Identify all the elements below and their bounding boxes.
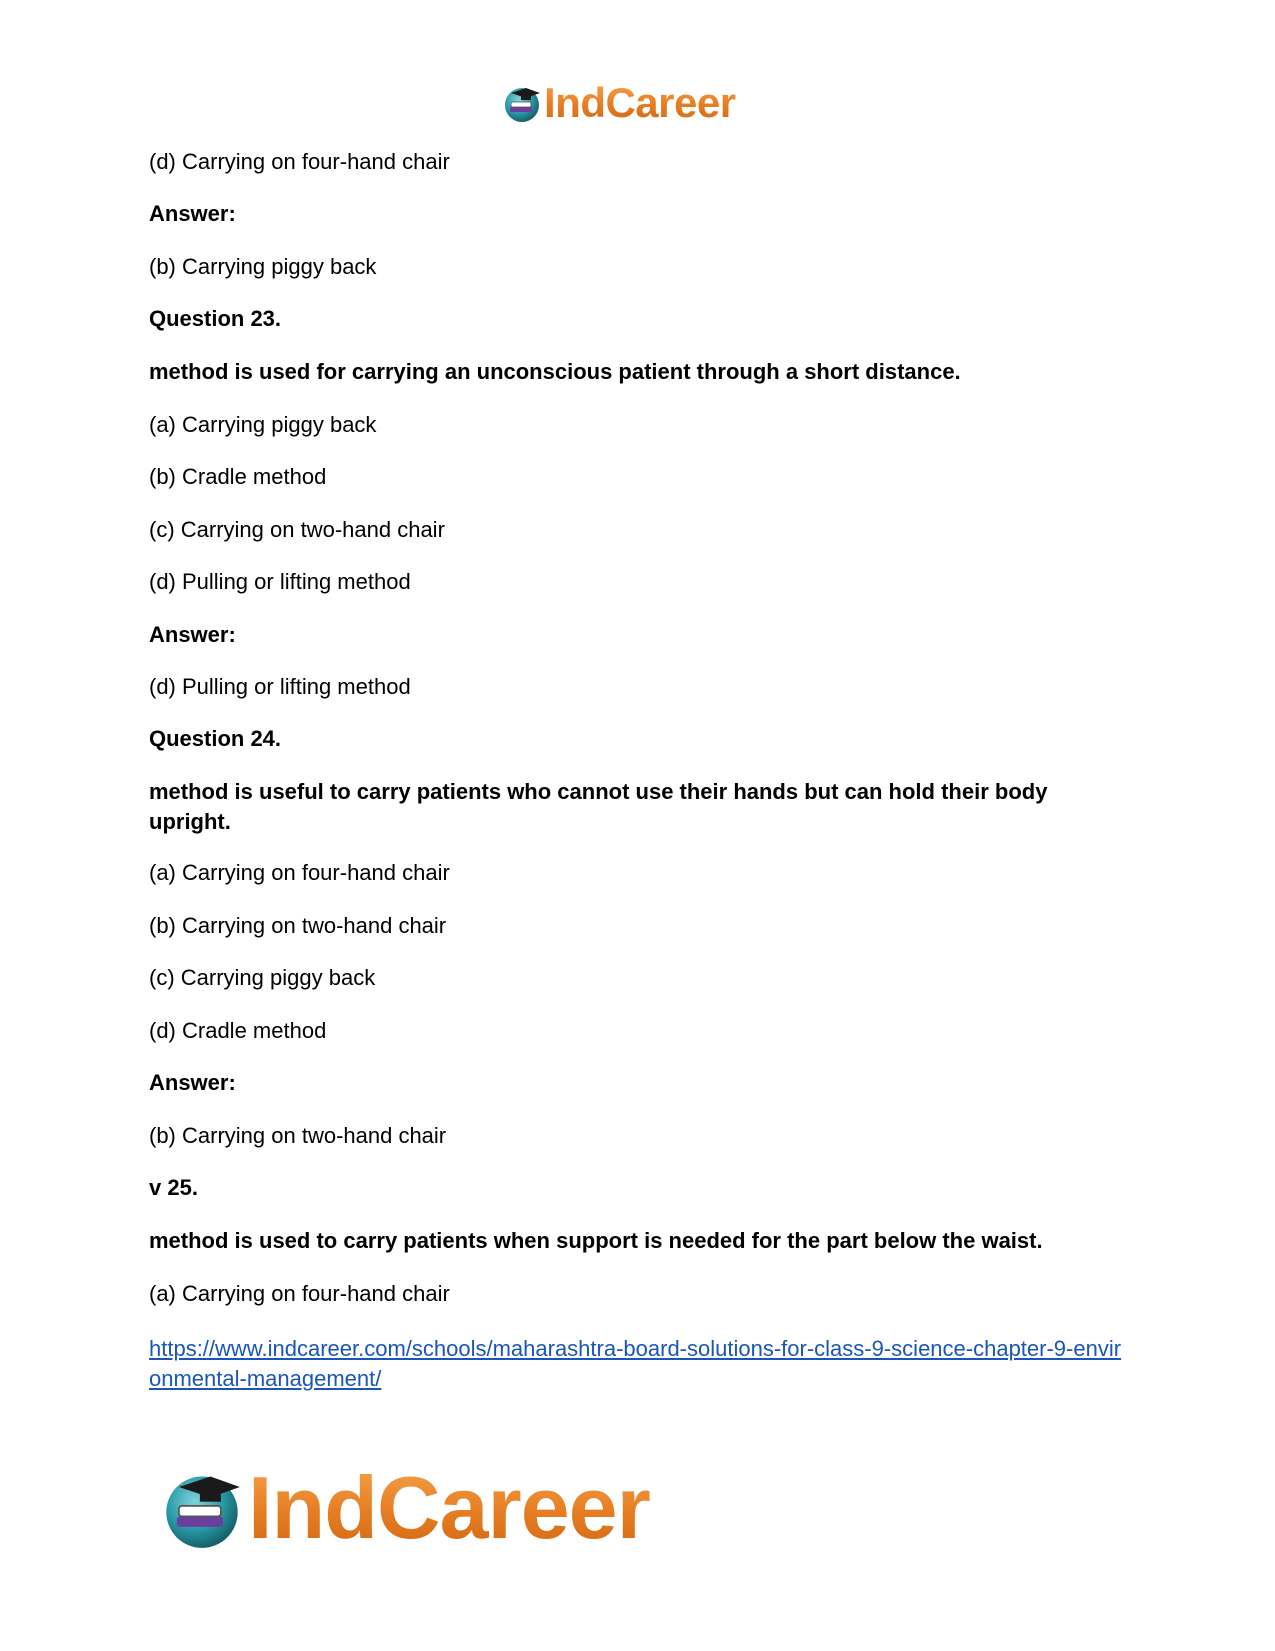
option-line: (d) Cradle method xyxy=(149,1018,327,1043)
globe-cap-icon xyxy=(160,1466,244,1550)
source-link[interactable]: https://www.indcareer.com/schools/maharashtra-board-solutions-for-class-9-science-chapter-9-environmental-management/ xyxy=(149,1336,1122,1391)
answer-label: Answer: xyxy=(149,622,236,647)
question-number: Question 23. xyxy=(149,306,282,331)
option-line: (d) Pulling or lifting method xyxy=(149,569,411,594)
option-line: (a) Carrying piggy back xyxy=(149,412,377,437)
globe-cap-icon xyxy=(502,83,542,123)
option-line: (b) Carrying on two-hand chair xyxy=(149,913,447,938)
question-text: method is used to carry patients when support is needed for the part below the waist. xyxy=(149,1228,1043,1253)
answer-value: (b) Carrying piggy back xyxy=(149,254,377,279)
option-line: (c) Carrying on two-hand chair xyxy=(149,517,445,542)
header-logo-text: IndCareer xyxy=(544,79,736,126)
footer-logo xyxy=(160,1458,650,1557)
question-text: method is used for carrying an unconscious patient through a short distance. xyxy=(149,359,961,384)
header-logo xyxy=(502,79,736,126)
question-number: v 25. xyxy=(149,1175,198,1200)
question-number: Question 24. xyxy=(149,726,282,751)
answer-value: (d) Pulling or lifting method xyxy=(149,674,411,699)
answer-label: Answer: xyxy=(149,1070,236,1095)
option-line: (a) Carrying on four-hand chair xyxy=(149,860,450,885)
answer-value: (b) Carrying on two-hand chair xyxy=(149,1123,447,1148)
option-line: (d) Carrying on four-hand chair xyxy=(149,149,450,174)
question-text: method is useful to carry patients who cannot use their hands but can hold their body upright. xyxy=(149,779,1048,834)
option-line: (a) Carrying on four-hand chair xyxy=(149,1281,450,1306)
answer-label: Answer: xyxy=(149,201,236,226)
footer-logo-text: IndCareer xyxy=(248,1458,650,1557)
option-line: (c) Carrying piggy back xyxy=(149,965,376,990)
option-line: (b) Cradle method xyxy=(149,464,327,489)
